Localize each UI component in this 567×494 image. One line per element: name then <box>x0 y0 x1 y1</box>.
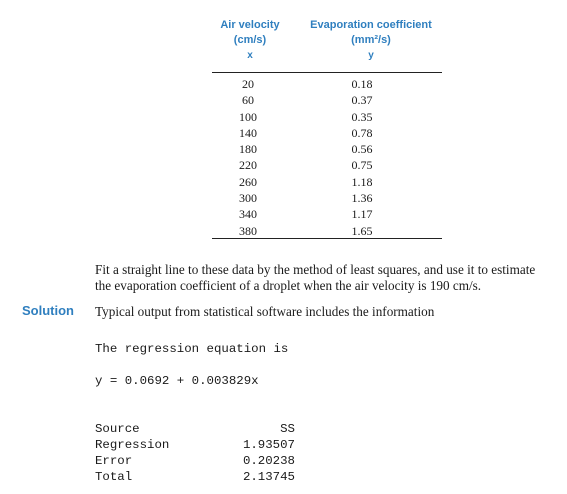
y-values-column <box>332 76 392 239</box>
problem-statement: Fit a straight line to these data by the method of least squares, and use it to estimate the evaporation coefficient of a droplet when the air velocity is 190 cm/s. <box>95 262 536 293</box>
x-header-unit: (cm/s) <box>233 34 267 46</box>
table-cell-x: 260 <box>239 174 257 189</box>
solution-intro: Typical output from statistical software includes the information <box>95 304 435 319</box>
table-cell-y: 0.75 <box>351 158 373 173</box>
anova-ss: 0.20238 <box>242 454 295 468</box>
anova-table <box>95 421 295 485</box>
table-bottom-rule <box>212 238 442 239</box>
anova-header-row <box>95 421 295 437</box>
table-cell-y: 1.18 <box>351 174 373 189</box>
anova-source-header: Source <box>95 422 140 436</box>
anova-row <box>95 469 295 485</box>
anova-source: Regression <box>95 438 170 452</box>
y-header-symbol: y <box>368 50 374 61</box>
table-cell-y: 0.35 <box>351 109 373 124</box>
table-cell-y: 1.17 <box>351 207 373 222</box>
x-header-title: Air velocity <box>220 19 280 31</box>
table-cell-y: 1.36 <box>351 191 373 206</box>
anova-source: Total <box>95 470 133 484</box>
table-cell-y: 0.56 <box>351 142 373 157</box>
table-cell-x: 140 <box>239 125 257 140</box>
y-column-header <box>300 18 442 63</box>
anova-ss: 1.93507 <box>242 438 295 452</box>
x-column-header <box>212 18 288 63</box>
table-cell-y: 1.65 <box>351 223 373 238</box>
anova-source: Error <box>95 454 133 468</box>
table-cell-x: 180 <box>239 142 257 157</box>
table-cell-x: 300 <box>239 191 257 206</box>
solution-label: Solution <box>22 303 74 318</box>
x-header-symbol: x <box>247 50 253 61</box>
table-cell-x: 220 <box>239 158 257 173</box>
y-header-title: Evaporation coefficient <box>310 19 432 31</box>
table-header-rule <box>212 72 442 73</box>
table-cell-y: 0.78 <box>351 125 373 140</box>
x-values-column <box>218 76 278 239</box>
anova-row <box>95 453 295 469</box>
table-cell-x: 340 <box>239 207 257 222</box>
regression-equation: y = 0.0692 + 0.003829x <box>95 374 259 388</box>
table-cell-y: 0.18 <box>351 77 373 91</box>
table-cell-x: 100 <box>239 109 257 124</box>
table-cell-x: 60 <box>242 93 254 108</box>
regression-heading: The regression equation is <box>95 342 289 356</box>
y-header-unit: (mm²/s) <box>351 34 391 46</box>
anova-ss-header: SS <box>280 422 295 436</box>
table-cell-x: 20 <box>242 77 254 91</box>
anova-row <box>95 437 295 453</box>
table-cell-x: 380 <box>239 223 257 238</box>
table-cell-y: 0.37 <box>351 93 373 108</box>
anova-ss: 2.13745 <box>242 470 295 484</box>
